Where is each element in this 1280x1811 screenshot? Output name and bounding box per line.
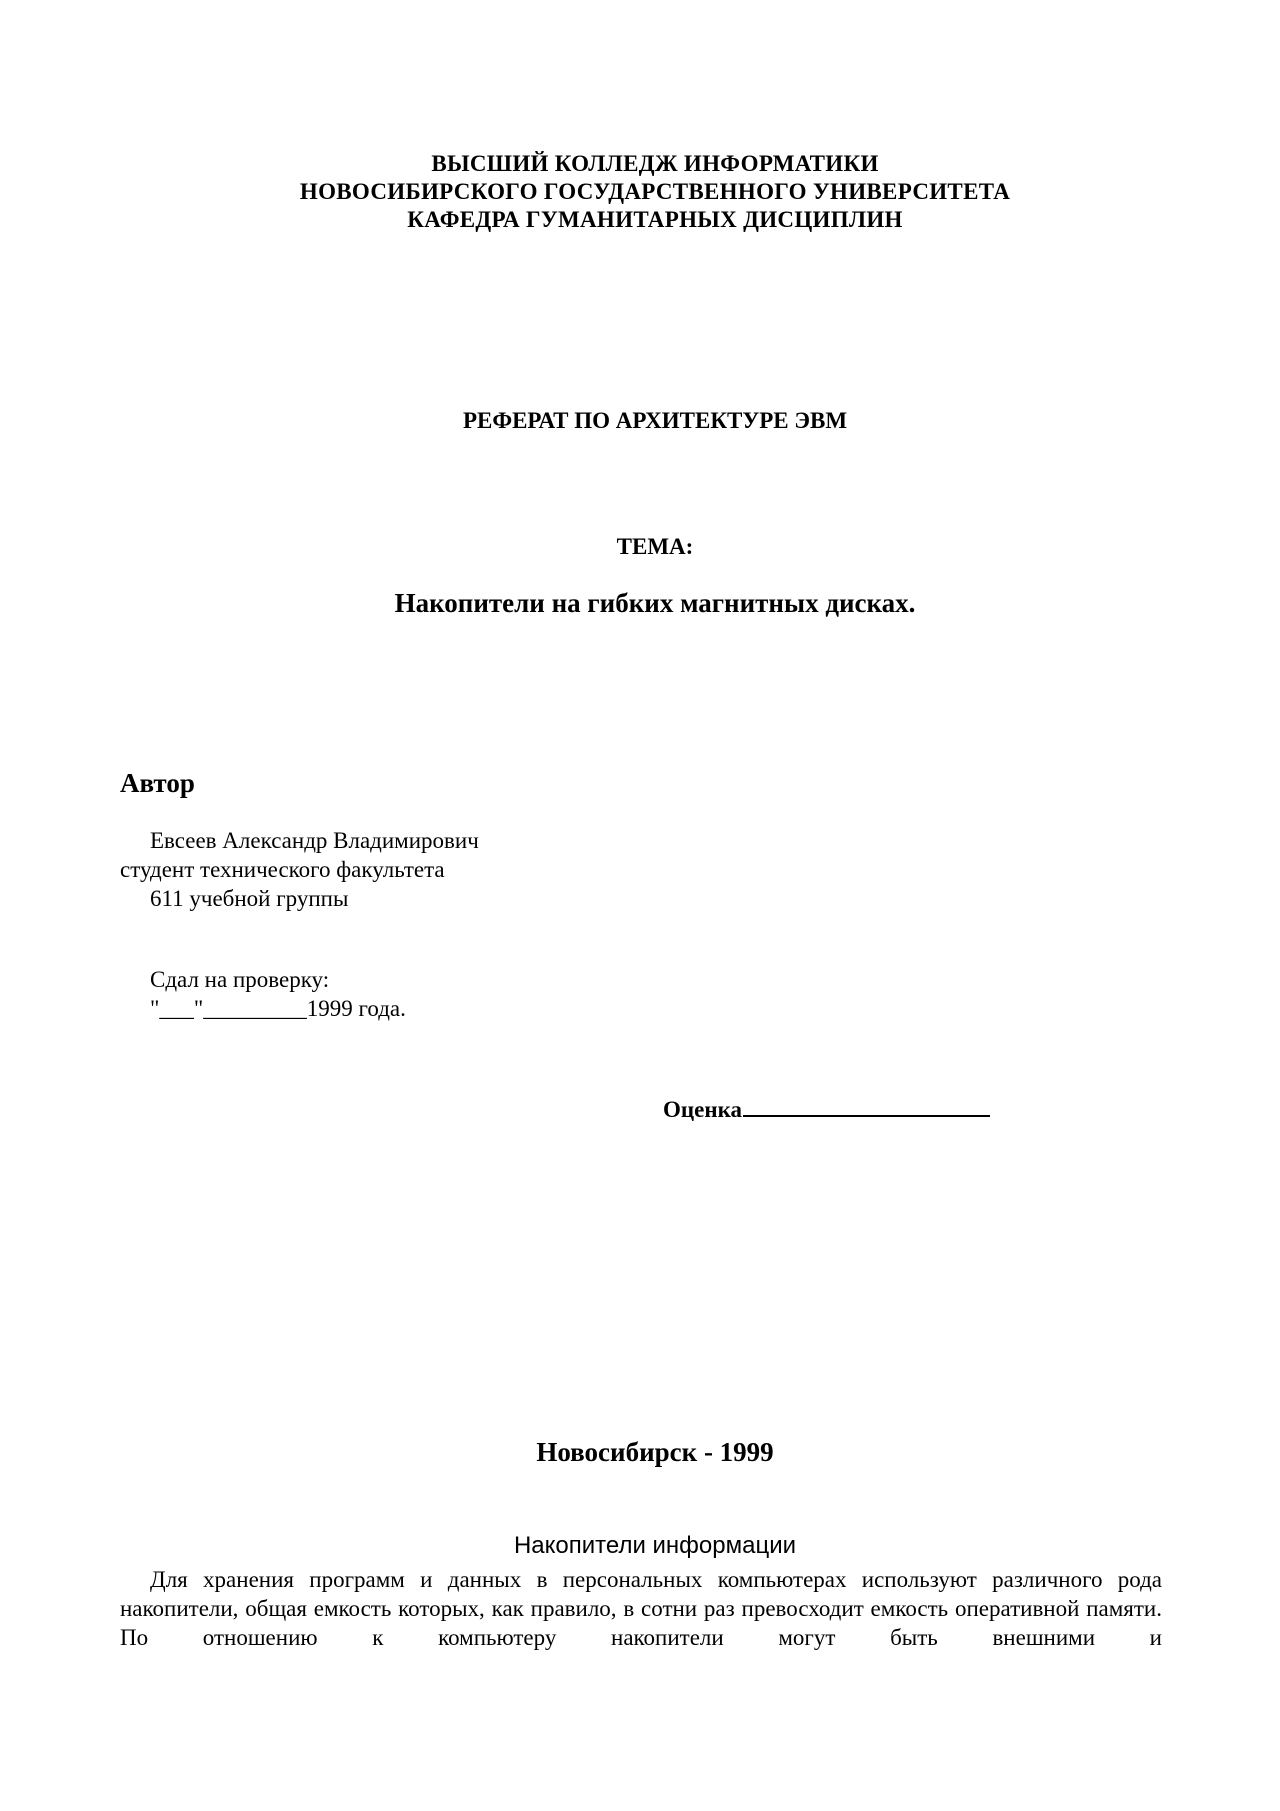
- grade-blank-line: [743, 1095, 990, 1117]
- author-faculty: студент технического факультета: [120, 857, 445, 882]
- topic-title: Накопители на гибких магнитных дисках.: [394, 588, 916, 618]
- header-line-university: НОВОСИБИРСКОГО ГОСУДАРСТВЕННОГО УНИВЕРСИТЕТА: [299, 179, 1011, 204]
- institution-header: [0, 150, 1280, 234]
- header-line-department: КАФЕДРА ГУМАНИТАРНЫХ ДИСЦИПЛИН: [407, 207, 903, 232]
- grade-field: [663, 1095, 990, 1124]
- header-line-college: ВЫСШИЙ КОЛЛЕДЖ ИНФОРМАТИКИ: [431, 151, 879, 176]
- city-year: Новосибирск - 1999: [536, 1437, 774, 1467]
- author-name: Евсеев Александр Владимирович: [150, 828, 479, 853]
- author-group: 611 учебной группы: [150, 886, 349, 911]
- author-details: [120, 826, 479, 913]
- document-type: РЕФЕРАТ ПО АРХИТЕКТУРЕ ЭВМ: [462, 408, 848, 433]
- grade-label: Оценка: [663, 1097, 743, 1122]
- author-heading: Автор: [120, 768, 195, 798]
- section-paragraph: Для хранения программ и данных в персональных компьютерах используют различного рода накопители, общая емкость которых, как правило, в сотни раз превосходит емкость оперативной памяти. По отношению к компьютеру накопители могут быть внешними и: [120, 1567, 1162, 1650]
- section-heading: Накопители информации: [513, 1532, 797, 1559]
- submission-block: [150, 965, 406, 1023]
- submission-label: Сдал на проверку:: [150, 967, 330, 992]
- submission-date-line: "___"_________1999 года.: [150, 996, 406, 1021]
- topic-label: ТЕМА:: [616, 534, 694, 559]
